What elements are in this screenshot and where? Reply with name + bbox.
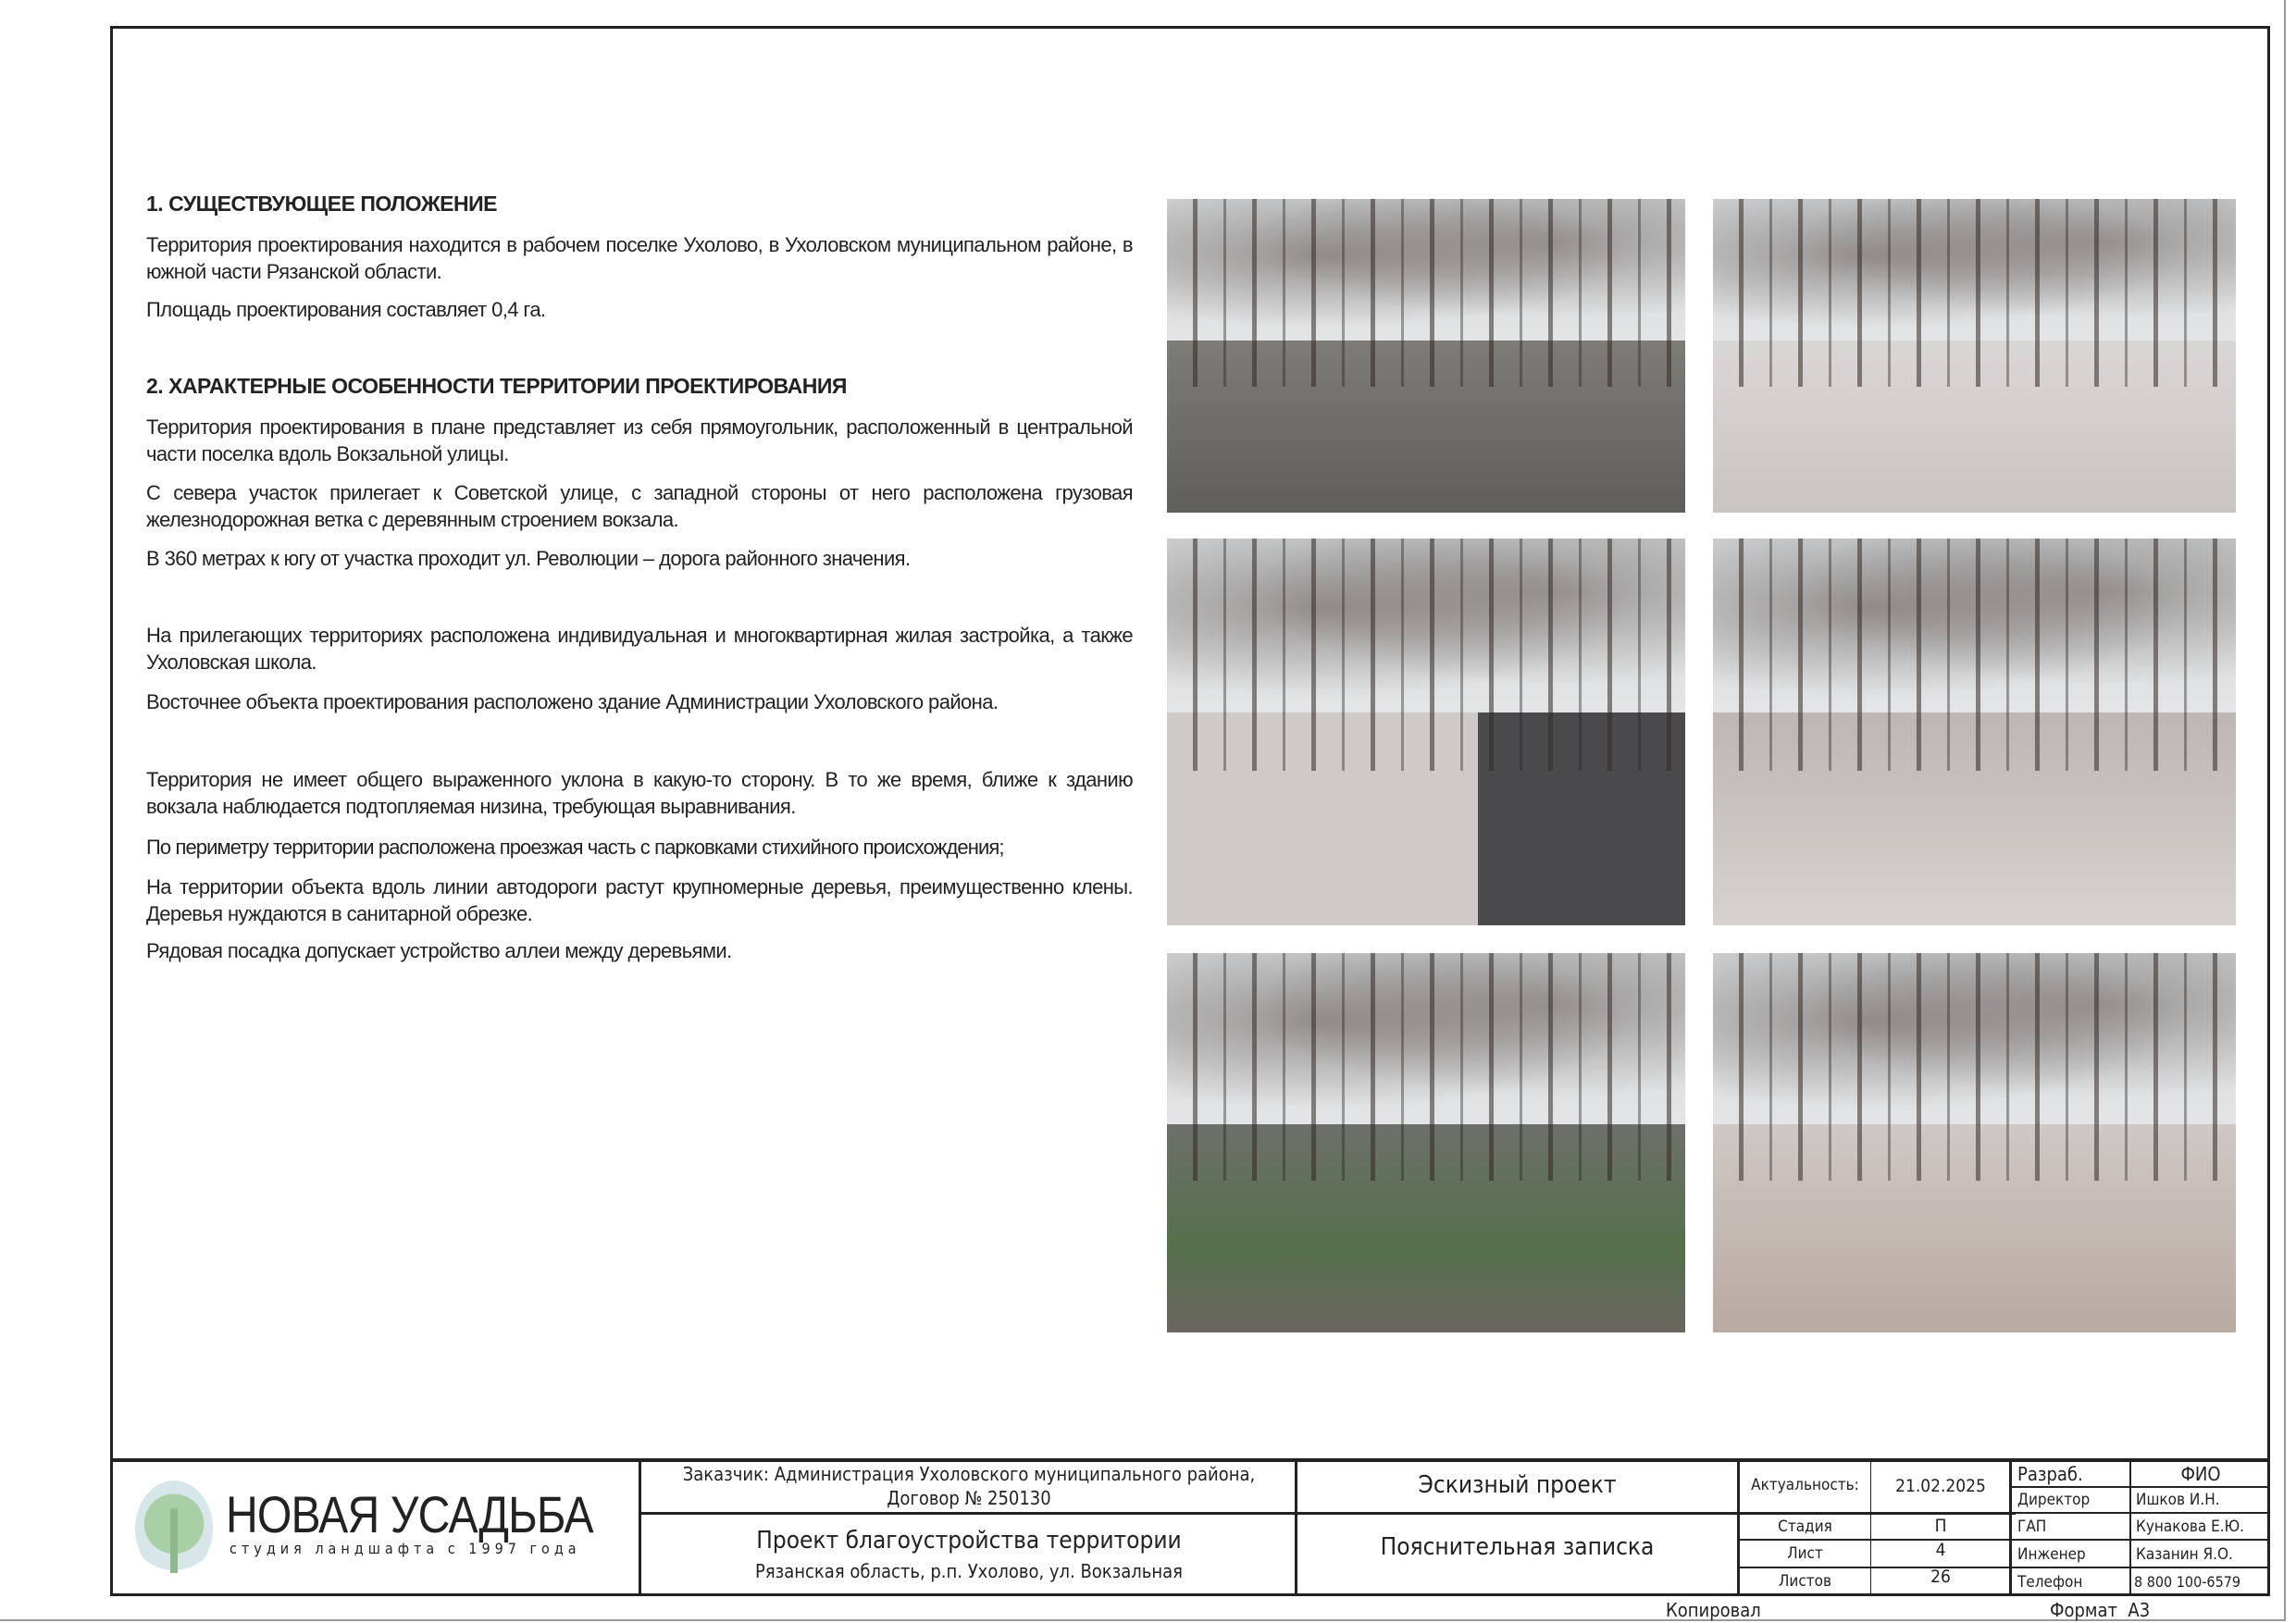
company-name: НОВАЯ УСАДЬБА <box>226 1485 593 1543</box>
site-photo-5 <box>1167 953 1685 1332</box>
sheets-value: 26 <box>1930 1567 1951 1587</box>
staff-name: Ишков И.Н. <box>2136 1491 2220 1509</box>
site-photo-4 <box>1713 539 2236 925</box>
sheet-label: Лист <box>1787 1544 1823 1563</box>
section-2-paragraph: Территория не имеет общего выраженного уклона в какую-то сторону. В то же время, ближе к зданию вокзала наблюдается подтопляемая низина, требующая выравнивания. <box>146 768 1133 818</box>
format-label: Формат А3 <box>2050 1599 2151 1621</box>
stage-value: П <box>1934 1516 1947 1536</box>
staff-name: Кунакова Е.Ю. <box>2136 1518 2244 1536</box>
contract-number: Договор № 250130 <box>887 1487 1051 1509</box>
site-photo-6 <box>1713 953 2236 1332</box>
section-2-heading: 2. ХАРАКТЕРНЫЕ ОСОБЕННОСТИ ТЕРРИТОРИИ ПРОЕКТИРОВАНИЯ <box>146 374 847 398</box>
actuality-date: 21.02.2025 <box>1895 1476 1986 1496</box>
customer-label: Заказчик: Администрация Ухоловского муниципального района, <box>682 1463 1256 1485</box>
section-2-paragraph: По периметру территории расположена проезжая часть с парковками стихийного происхождения; <box>146 836 1004 859</box>
staff-role: Телефон <box>2017 1573 2083 1592</box>
section-2-paragraph: В 360 метрах к югу от участка проходит ул. Революции – дорога районного значения. <box>146 547 911 570</box>
site-photo-3 <box>1167 539 1685 925</box>
section-2-paragraph: С севера участок прилегает к Советской улице, с западной стороны от него расположена грузовая железнодорожная ветка с деревянным строением вокзала. <box>146 481 1133 531</box>
staff-phone: 8 800 100-6579 <box>2134 1573 2241 1591</box>
stage-label: Стадия <box>1778 1518 1832 1536</box>
staff-name: ФИО <box>2180 1463 2221 1485</box>
company-logo <box>135 1481 213 1577</box>
section-2-paragraph: Восточнее объекта проектирования расположено здание Администрации Ухоловского района. <box>146 690 999 713</box>
project-type: Эскизный проект <box>1418 1471 1617 1499</box>
site-photo-1 <box>1167 199 1685 513</box>
project-address: Рязанская область, р.п. Ухолово, ул. Вокзальная <box>755 1560 1183 1582</box>
site-photo-2 <box>1713 199 2236 513</box>
sheets-label: Листов <box>1778 1572 1832 1591</box>
section-1-paragraph: Территория проектирования находится в рабочем поселке Ухолово, в Ухоловском муниципальном районе, в южной части Рязанской области. <box>146 233 1133 283</box>
copied-label: Копировал <box>1666 1599 1761 1621</box>
staff-role: ГАП <box>2017 1518 2047 1536</box>
document-name: Пояснительная записка <box>1380 1533 1655 1561</box>
section-1-paragraph: Площадь проектирования составляет 0,4 га. <box>146 298 546 321</box>
staff-role: Инженер <box>2017 1545 2086 1564</box>
project-title: Проект благоустройства территории <box>756 1527 1182 1555</box>
staff-name: Казанин Я.О. <box>2136 1545 2233 1564</box>
actuality-label: Актуальность: <box>1751 1476 1859 1494</box>
section-2-paragraph: Рядовая посадка допускает устройство аллеи между деревьями. <box>146 939 732 962</box>
section-1-heading: 1. СУЩЕСТВУЮЩЕЕ ПОЛОЖЕНИЕ <box>146 192 498 216</box>
company-tagline: студия ландшафта с 1997 года <box>230 1540 581 1557</box>
staff-role: Разраб. <box>2017 1463 2083 1485</box>
section-2-paragraph: Территория проектирования в плане представляет из себя прямоугольник, расположенный в центральной части поселка вдоль Вокзальной улицы. <box>146 415 1133 465</box>
section-2-paragraph: На территории объекта вдоль линии автодороги растут крупномерные деревья, преимущественно клены. Деревья нуждаются в санитарной обрезке. <box>146 875 1133 925</box>
section-2-paragraph: На прилегающих территориях расположена индивидуальная и многоквартирная жилая застройка, а также Ухоловская школа. <box>146 624 1133 674</box>
staff-role: Директор <box>2017 1491 2091 1509</box>
sheet-value: 4 <box>1935 1540 1946 1560</box>
